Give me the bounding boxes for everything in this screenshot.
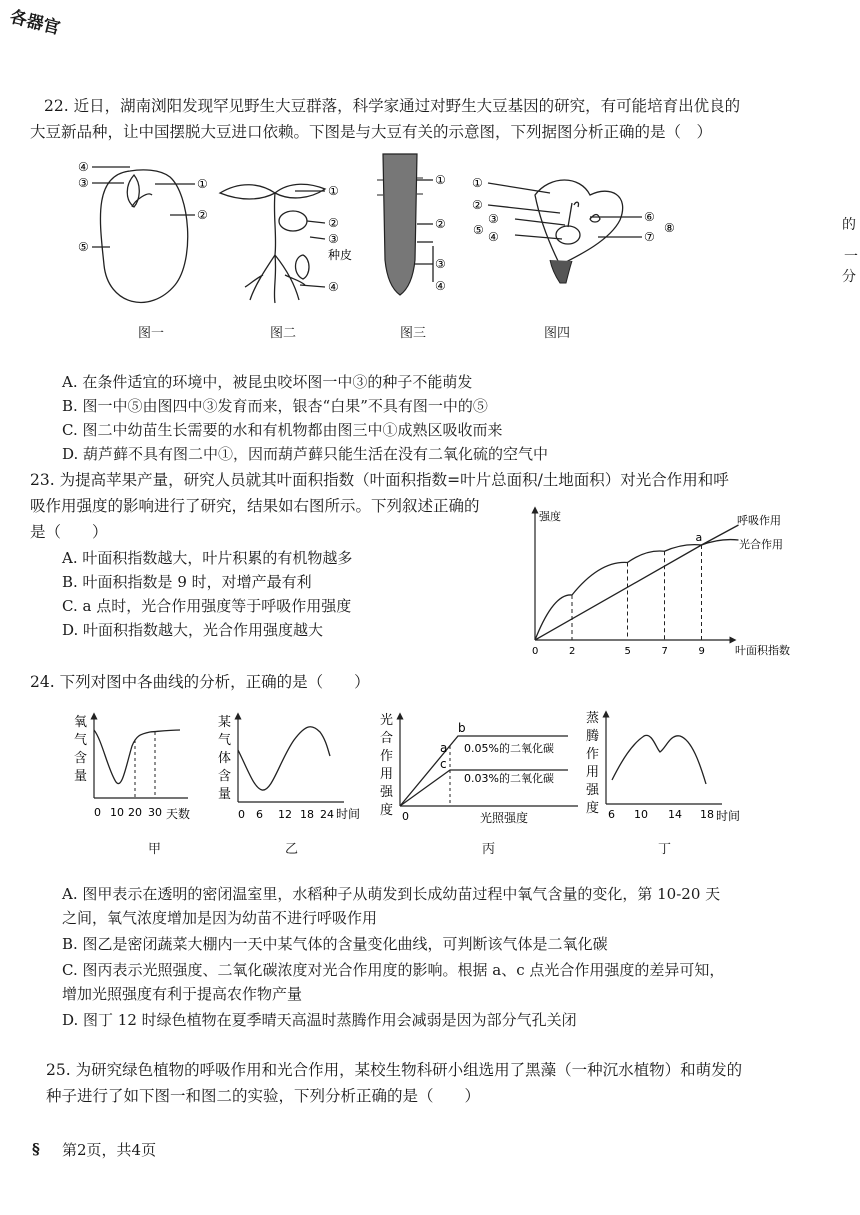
ding-ylabel-5: 强 [586, 783, 600, 798]
q23-option-b: B. 叶面积指数是 9 时，对增产最有利 [62, 573, 312, 591]
q24-option-c-line2: 增加光照强度有利于提高农作物产量 [62, 985, 303, 1003]
ding-curve [612, 735, 706, 784]
bing-ylabel-6: 度 [380, 803, 394, 818]
ding-tick-10: 10 [634, 808, 648, 821]
fig3-label-1: ① [435, 173, 446, 187]
fig3-caption: 图三 [400, 326, 427, 341]
jia-ylabel-1: 氧 [74, 715, 88, 730]
bing-series-005: 0.05%的二氧化碳 [464, 742, 554, 755]
fig4-label-1: ① [472, 176, 483, 190]
jia-ylabel-4: 量 [74, 769, 88, 784]
bing-point-a: a [440, 741, 448, 755]
q23-chart [525, 502, 810, 662]
q22-figure1-seed [70, 155, 220, 330]
yi-caption: 乙 [285, 842, 299, 857]
fig3-label-4: ④ [435, 279, 446, 293]
side-mark-3: 分 [842, 269, 856, 285]
q23-stem-line3: 是（ ） [30, 523, 108, 541]
ding-xlabel: 时间 [716, 809, 741, 823]
yi-ylabel-3: 体 [218, 751, 232, 766]
jia-tick-0: 0 [94, 806, 101, 819]
jia-tick-30: 30 [148, 806, 162, 819]
fig4-caption: 图四 [544, 326, 571, 341]
q22-option-d: D. 葫芦藓不具有图二中①，因而葫芦藓只能生活在没有二氧化硫的空气中 [62, 445, 549, 463]
jia-tick-10: 10 [110, 806, 124, 819]
bing-point-c: c [440, 757, 447, 771]
q22-figure3-root-tip [365, 150, 475, 310]
q22-option-a: A. 在条件适宜的环境中，被昆虫咬坏图一中③的种子不能萌发 [62, 373, 473, 391]
q23-tick-0: 0 [532, 646, 539, 657]
yi-ylabel-1: 某 [218, 715, 232, 730]
fig3-label-2: ② [435, 217, 446, 231]
fig4-label-6: ⑥ [644, 210, 655, 224]
bing-ylabel-1: 光 [380, 713, 394, 728]
ding-tick-14: 14 [668, 808, 682, 821]
fig3-label-3: ③ [435, 257, 446, 271]
yi-tick-6: 6 [256, 808, 263, 821]
fig2-label-seed-coat: 种皮 [328, 248, 353, 262]
q24-graph-ding [582, 704, 762, 834]
fig4-label-7: ⑦ [644, 230, 655, 244]
bing-caption: 丙 [482, 842, 496, 857]
q23-tick-5: 5 [624, 646, 631, 657]
yi-ylabel-5: 量 [218, 787, 232, 802]
q22-option-c: C. 图二中幼苗生长需要的水和有机物都由图三中①成熟区吸收而来 [62, 421, 503, 439]
q24-graph-jia [70, 710, 200, 830]
q23-stem-line2: 吸作用强度的影响进行了研究，结果如右图所示。下列叙述正确的 [30, 497, 480, 515]
fig1-label-2: ② [197, 208, 208, 222]
yi-tick-18: 18 [300, 808, 314, 821]
ding-caption: 丁 [658, 842, 672, 857]
q23-option-a: A. 叶面积指数越大，叶片积累的有机物越多 [62, 549, 353, 567]
ding-ylabel-3: 作 [586, 747, 600, 762]
q22-stem-line2: 大豆新品种，让中国摆脱大豆进口依赖。下图是与大豆有关的示意图，下列据图分析正确的是（ ） [30, 123, 713, 141]
yi-curve [238, 727, 330, 790]
ding-ylabel-1: 蒸 [586, 711, 600, 726]
bing-ylabel-3: 作 [380, 749, 394, 764]
q24-option-b: B. 图乙是密闭蔬菜大棚内一天中某气体的含量变化曲线，可判断该气体是二氧化碳 [62, 935, 608, 953]
side-mark-2: 一 [844, 249, 858, 265]
bing-point-b: b [458, 721, 466, 735]
q23-option-d: D. 叶面积指数越大，光合作用强度越大 [62, 621, 324, 639]
side-mark-1: 的 [842, 217, 856, 233]
jia-curve [94, 730, 180, 784]
jia-xlabel: 天数 [166, 807, 191, 821]
q23-stem-line1: 23. 为提高苹果产量，研究人员就其叶面积指数（叶面积指数=叶片总面积/土地面积）对光合作用和呼 [30, 471, 729, 489]
fig1-label-3: ③ [78, 176, 89, 190]
q23-tick-7: 7 [661, 646, 668, 657]
ding-ylabel-4: 用 [586, 765, 600, 780]
yi-ylabel-4: 含 [218, 769, 232, 784]
jia-tick-20: 20 [128, 806, 142, 819]
fig2-label-1: ① [328, 184, 339, 198]
seedling-seed-coat [296, 255, 310, 279]
fig4-label-2: ② [472, 198, 483, 212]
q23-point-a: a [695, 531, 703, 544]
q24-graph-yi [214, 710, 374, 830]
ding-tick-18: 18 [700, 808, 714, 821]
fig1-label-5: ⑤ [78, 240, 89, 254]
q22-stem-line1: 22. 近日，湖南浏阳发现罕见野生大豆群落，科学家通过对野生大豆基因的研究，有可能培育出优良的 [44, 97, 741, 115]
footer-mark: § [32, 1140, 40, 1158]
flower-ovary [556, 226, 580, 244]
jia-caption: 甲 [148, 842, 162, 857]
q23-ylabel: 强度 [539, 510, 561, 523]
seedling-stem [274, 193, 275, 255]
bing-tick-0: 0 [402, 810, 409, 823]
fig4-label-3: ③ [488, 212, 499, 226]
q24-option-a-line1: A. 图甲表示在透明的密闭温室里，水稻种子从萌发到长成幼苗过程中氧气含量的变化，第 10-20 天 [62, 885, 721, 903]
yi-tick-12: 12 [278, 808, 292, 821]
fig4-label-5: ⑤ [473, 223, 484, 237]
q22-figure4-flower [470, 165, 680, 295]
corner-mark: 各器官 [7, 7, 63, 39]
yi-ylabel-2: 气 [218, 733, 232, 748]
fig2-label-2: ② [328, 216, 339, 230]
fig4-label-4: ④ [488, 230, 499, 244]
q23-tick-2: 2 [569, 646, 576, 657]
flower-receptacle [550, 260, 572, 283]
jia-ylabel-2: 气 [74, 733, 88, 748]
ding-tick-6: 6 [608, 808, 615, 821]
q24-option-a-line2: 之间，氧气浓度增加是因为幼苗不进行呼吸作用 [62, 909, 378, 927]
yi-tick-0: 0 [238, 808, 245, 821]
q23-xlabel: 叶面积指数 [735, 644, 790, 657]
root-tip-body [383, 154, 417, 295]
q22-figure2-seedling [215, 175, 375, 305]
ding-ylabel-2: 腾 [586, 729, 600, 744]
bing-ylabel-5: 强 [380, 785, 394, 800]
fig1-label-1: ① [197, 177, 208, 191]
q23-legend-photosynthesis: 光合作用 [739, 538, 783, 551]
q25-stem-line1: 25. 为研究绿色植物的呼吸作用和光合作用，某校生物科研小组选用了黑藻（一种沉水植物）和萌发的 [46, 1061, 743, 1079]
q25-stem-line2: 种子进行了如下图一和图二的实验，下列分析正确的是（ ） [46, 1087, 481, 1105]
fig1-caption: 图一 [138, 326, 165, 341]
page-number: 第2页，共4页 [62, 1141, 157, 1159]
seedling-left-leaf [220, 185, 275, 199]
flower-pistil [568, 202, 579, 227]
fig1-label-4: ④ [78, 160, 89, 174]
seedling-cotyledon [279, 211, 307, 231]
bing-xlabel: 光照强度 [480, 811, 529, 825]
q23-option-c: C. a 点时，光合作用强度等于呼吸作用强度 [62, 597, 352, 615]
ding-ylabel-6: 度 [586, 801, 600, 816]
q23-legend-respiration: 呼吸作用 [737, 514, 781, 527]
seed-plumule [127, 175, 139, 207]
yi-xlabel: 时间 [336, 807, 361, 821]
jia-ylabel-3: 含 [74, 751, 88, 766]
fig2-caption: 图二 [270, 326, 297, 341]
fig2-label-3: ③ [328, 232, 339, 246]
yi-tick-24: 24 [320, 808, 334, 821]
bing-ylabel-4: 用 [380, 767, 394, 782]
q24-option-d: D. 图丁 12 时绿色植物在夏季晴天高温时蒸腾作用会减弱是因为部分气孔关闭 [62, 1011, 577, 1029]
q23-tick-9: 9 [698, 646, 705, 657]
seed-outline [100, 170, 187, 303]
q24-graph-bing [378, 710, 588, 835]
fig2-label-4: ④ [328, 280, 339, 294]
q22-option-b: B. 图一中⑤由图四中③发育而来，银杏“白果”不具有图一中的⑤ [62, 397, 488, 415]
q23-photosynthesis-curve [535, 540, 739, 640]
q24-option-c-line1: C. 图丙表示光照强度、二氧化碳浓度对光合作用度的影响。根据 a、c 点光合作用强度的差异可知， [62, 961, 725, 979]
bing-ylabel-2: 合 [380, 731, 394, 746]
q24-stem: 24. 下列对图中各曲线的分析，正确的是（ ） [30, 673, 370, 691]
flower-anther [590, 215, 600, 223]
bing-series-003: 0.03%的二氧化碳 [464, 772, 554, 785]
fig4-label-8: ⑧ [664, 221, 675, 235]
